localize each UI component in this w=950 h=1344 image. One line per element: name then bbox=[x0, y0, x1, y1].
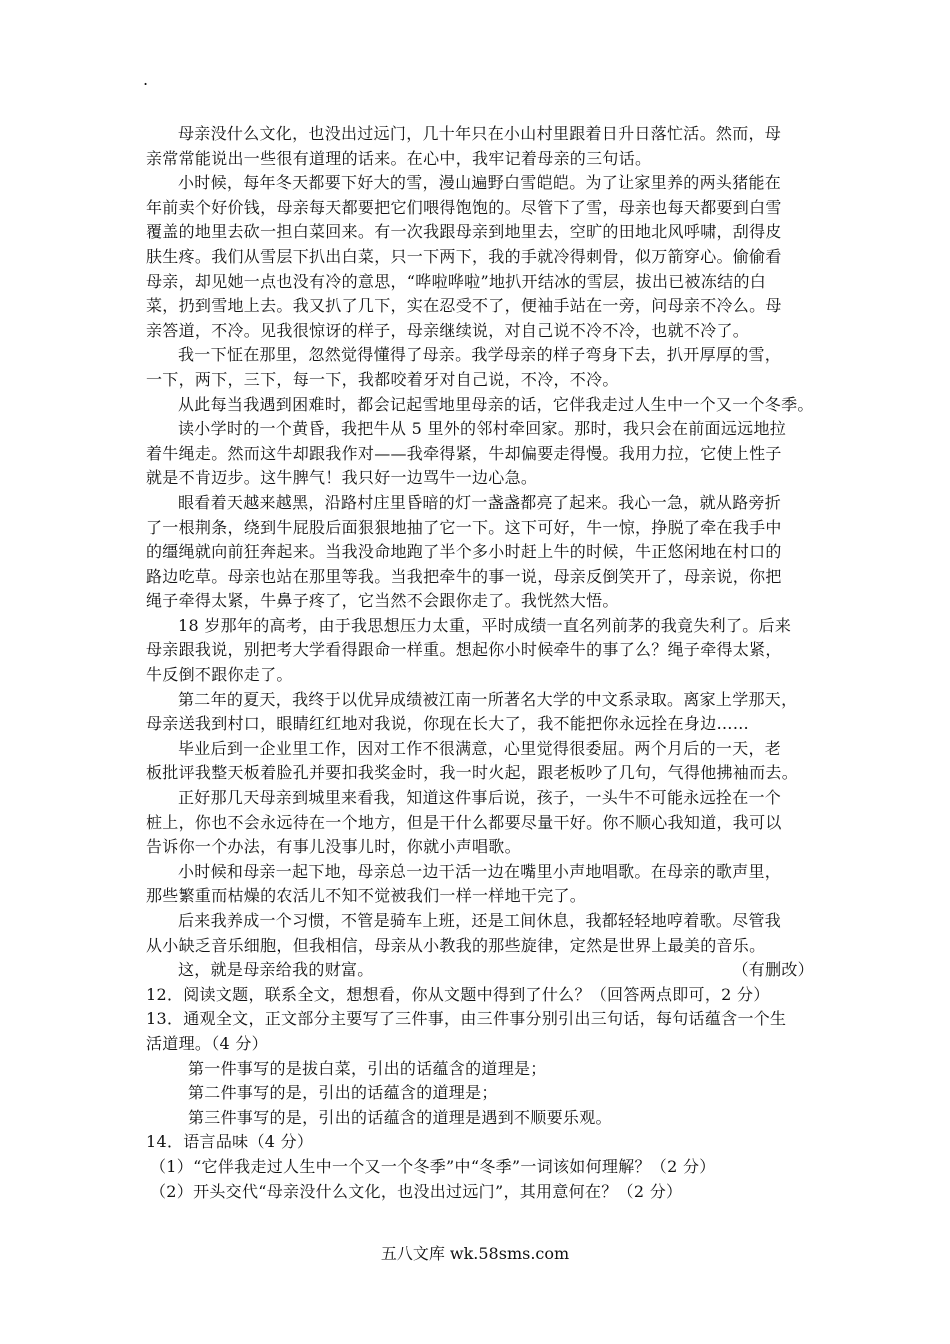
paragraph-line: 读小学时的一个黄昏，我把牛从 5 里外的邻村牵回家。那时，我只会在前面远远地拉 bbox=[178, 419, 787, 439]
question-14-part-2: （2）开头交代“母亲没什么文化，也没出过远门”，其用意何在？（2 分） bbox=[150, 1181, 683, 1201]
paragraph-line: 那些繁重而枯燥的农活儿不知不觉被我们一样一样地干完了。 bbox=[146, 886, 587, 906]
paragraph-line: 覆盖的地里去砍一担白菜回来。有一次我跟母亲到地里去，空旷的田地北风呼啸，刮得皮 bbox=[146, 222, 782, 242]
paragraph-line: 牛反倒不跟你走了。 bbox=[146, 665, 293, 685]
paragraph-line: 年前卖个好价钱，母亲每天都要把它们喂得饱饱的。尽管下了雪，母亲也每天都要到白雪 bbox=[146, 197, 782, 217]
paragraph-line: 就是不肯迈步。这牛脾气！我只好一边骂牛一边心急。 bbox=[146, 468, 538, 488]
paragraph-line: 板批评我整天板着脸孔并要扣我奖金时，我一时火起，跟老板吵了几句，气得他拂袖而去。 bbox=[146, 763, 799, 783]
question-14: 14．语言品味（4 分） bbox=[146, 1132, 314, 1152]
question-13-item-3: 第三件事写的是，引出的话蕴含的道理是遇到不顺要乐观。 bbox=[188, 1107, 612, 1127]
question-12: 12．阅读文题，联系全文，想想看，你从文题中得到了什么？（回答两点即可，2 分） bbox=[146, 984, 770, 1004]
paragraph-line: 小时候和母亲一起下地，母亲总一边干活一边在嘴里小声地唱歌。在母亲的歌声里， bbox=[178, 861, 782, 881]
article-body bbox=[146, 122, 814, 1204]
question-13-continued: 活道理。（4 分） bbox=[146, 1033, 268, 1053]
paragraph-line: 亲常常能说出一些很有道理的话来。在心中，我牢记着母亲的三句话。 bbox=[146, 148, 652, 168]
paragraph-line: 小时候，每年冬天都要下好大的雪，漫山遍野白雪皑皑。为了让家里养的两头猪能在 bbox=[178, 173, 782, 193]
paragraph-line: 正好那几天母亲到城里来看我，知道这件事后说，孩子，一头牛不可能永远拴在一个 bbox=[178, 788, 782, 808]
paragraph-line: 18 岁那年的高考，由于我思想压力太重，平时成绩一直名列前茅的我竟失利了。后来 bbox=[178, 615, 792, 635]
paragraph-line: 母亲没什么文化，也没出过远门，几十年只在小山村里跟着日升日落忙活。然而，母 bbox=[178, 124, 782, 143]
paragraph-line: 母亲，却见她一点也没有冷的意思，“哗啦哗啦”地扒开结冰的雪层，拔出已被冻结的白 bbox=[146, 271, 767, 291]
question-14-part-1: （1）“它伴我走过人生中一个又一个冬季”中“冬季”一词该如何理解？（2 分） bbox=[150, 1156, 716, 1176]
paragraph-line: 着牛绳走。然而这牛却跟我作对——我牵得紧，牛却偏要走得慢。我用力拉，它使上性子 bbox=[146, 443, 782, 463]
header-mark: . bbox=[143, 70, 149, 89]
paragraph-line: 路边吃草。母亲也站在那里等我。当我把牵牛的事一说，母亲反倒笑开了，母亲说，你把 bbox=[146, 566, 782, 586]
paragraph-line: 这，就是母亲给我的财富。 bbox=[178, 960, 374, 980]
source-note: （有删改） bbox=[732, 960, 814, 980]
paragraph-line: 母亲跟我说，别把考大学看得跟命一样重。想起你小时候牵牛的事了么？绳子牵得太紧， bbox=[146, 640, 782, 660]
paragraph-line: 毕业后到一企业里工作，因对工作不很满意，心里觉得很委屈。两个月后的一天，老 bbox=[178, 738, 782, 758]
paragraph-line: 从小缺乏音乐细胞，但我相信，母亲从小教我的那些旋律，定然是世界上最美的音乐。 bbox=[146, 935, 766, 955]
paragraph-line: 告诉你一个办法，有事儿没事儿时，你就小声唱歌。 bbox=[146, 837, 521, 857]
paragraph-line: 菜，扔到雪地上去。我又扒了几下，实在忍受不了，便袖手站在一旁，问母亲不冷么。母 bbox=[146, 296, 782, 316]
paragraph-line: 我一下怔在那里，忽然觉得懂得了母亲。我学母亲的样子弯身下去，扒开厚厚的雪， bbox=[178, 345, 782, 365]
paragraph-line: 一下，两下，三下，每一下，我都咬着牙对自己说，不冷，不冷。 bbox=[146, 369, 619, 389]
paragraph-line: 后来我养成一个习惯，不管是骑车上班，还是工间休息，我都轻轻地哼着歌。尽管我 bbox=[178, 911, 782, 930]
paragraph-line: 肤生疼。我们从雪层下扒出白菜，只一下两下，我的手就冷得刺骨，似万箭穿心。偷偷看 bbox=[146, 246, 782, 266]
paragraph-line: 的缰绳就向前狂奔起来。当我没命地跑了半个多小时赶上牛的时候，牛正悠闲地在村口的 bbox=[146, 542, 782, 562]
paragraph-line: 从此每当我遇到困难时，都会记起雪地里母亲的话，它伴我走过人生中一个又一个冬季。 bbox=[178, 394, 814, 414]
paragraph-line: 母亲送我到村口，眼睛红红地对我说，你现在长大了，我不能把你永远拴在身边…… bbox=[146, 714, 750, 734]
question-13: 13．通观全文，正文部分主要写了三件事，由三件事分别引出三句话，每句话蕴含一个生 bbox=[146, 1009, 787, 1029]
page-footer: 五八文库 wk.58sms.com bbox=[380, 1244, 570, 1263]
paragraph-line: 眼看着天越来越黑，沿路村庄里昏暗的灯一盏盏都亮了起来。我心一急，就从路旁折 bbox=[178, 492, 782, 512]
closing-line bbox=[146, 958, 814, 983]
paragraph-line: 桩上，你也不会永远待在一个地方，但是干什么都要尽量干好。你不顺心我知道，我可以 bbox=[146, 812, 782, 832]
paragraph-line: 绳子牵得太紧，牛鼻子疼了，它当然不会跟你走了。我恍然大悟。 bbox=[146, 591, 619, 611]
paragraph-line: 亲答道，不冷。见我很惊讶的样子，母亲继续说，对自己说不冷不冷，也就不冷了。 bbox=[146, 320, 750, 340]
paragraph-line: 了一根荆条，绕到牛屁股后面狠狠地抽了它一下。这下可好，牛一惊，挣脱了牵在我手中 bbox=[146, 517, 782, 537]
question-13-item-1: 第一件事写的是拔白菜，引出的话蕴含的道理是； bbox=[188, 1058, 547, 1078]
question-13-item-2: 第二件事写的是，引出的话蕴含的道理是； bbox=[188, 1083, 498, 1103]
paragraph-line: 第二年的夏天，我终于以优异成绩被江南一所著名大学的中文系录取。离家上学那天， bbox=[178, 689, 798, 709]
